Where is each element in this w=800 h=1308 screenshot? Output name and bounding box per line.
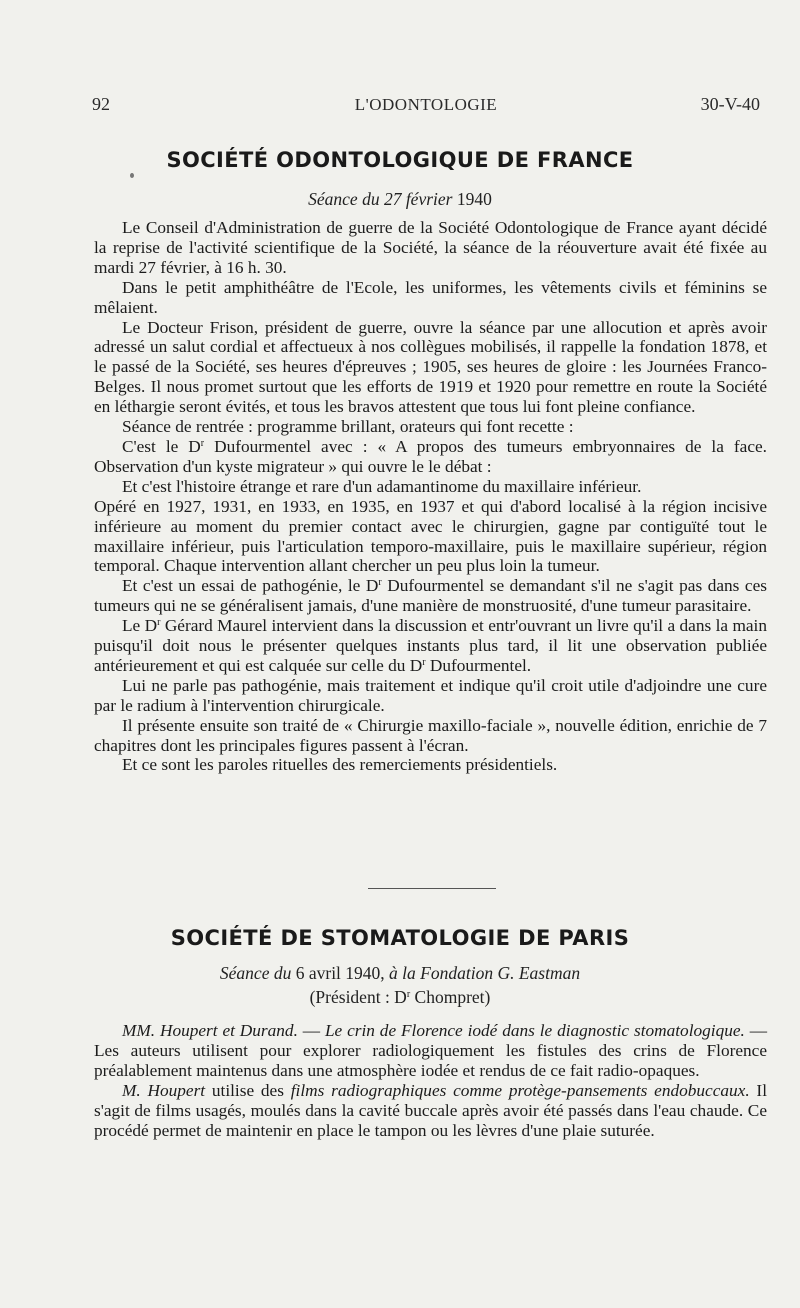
paragraph: Dans le petit amphithéâtre de l'Ecole, les uniformes, les vêtements civils et féminins se mêlaient.: [94, 277, 767, 317]
paragraph: Opéré en 1927, 1931, en 1933, en 1935, en 1937 et qui d'abord localisé à la région incisive inférieure au moment du premier contact avec le chirurgien, gagne par contiguïté tout le maxillaire inférieur, puis l'articulation temporo-maxillaire, puis le maxillaire supérieur, région temporal. Chaque intervention allant chercher un peu plus loin la tumeur.: [94, 496, 767, 576]
journal-title: L'ODONTOLOGIE: [354, 95, 498, 114]
text-run: Le D: [122, 616, 158, 636]
paragraph: Et ce sont les paroles rituelles des remerciements présidentiels.: [122, 755, 558, 775]
text-run: Dufourmentel.: [425, 655, 532, 675]
paragraph: Séance de rentrée : programme brillant, orateurs qui font recette :: [122, 417, 574, 437]
text-run: Et c'est un essai de pathogénie, le D: [122, 576, 379, 596]
paragraph: Et c'est l'histoire étrange et rare d'un adamantinome du maxillaire inférieur.: [122, 476, 642, 496]
print-speck: [130, 173, 134, 178]
paragraph: Lui ne parle pas pathogénie, mais traitement et indique qu'il croit utile d'adjoindre une cure par le radium à l'intervention chirurgicale.: [94, 675, 767, 715]
text-run: Dufourmentel avec : « A propos des tumeurs embryonnaires de la face. Observation d'un kyste migrateur » qui ouvre le le débat :: [94, 436, 767, 476]
section1-body: [94, 218, 767, 775]
paragraph: [94, 437, 767, 477]
communication-item: [94, 1081, 767, 1141]
section1-title: SOCIÉTÉ ODONTOLOGIQUE DE FRANCE: [166, 148, 634, 172]
superscript: r: [157, 617, 161, 629]
paragraph: [94, 576, 767, 616]
section1-session-year: 1940: [456, 189, 492, 209]
communication-title: Le crin de Florence iodé dans le diagnostic stomatologique.: [324, 1021, 745, 1040]
section2-body: [94, 1021, 767, 1140]
text-run: Il s'agit de films usagés, moulés dans la cavité buccale après avoir été passés dans l'eau chaude. Ce procédé permet de maintenir en place le tampon ou les lèvres d'une plaie suturée.: [94, 1080, 767, 1140]
text-run: (Président : D: [309, 987, 407, 1007]
section2-session-venue: à la Fondation G. Eastman: [389, 963, 581, 983]
paragraph: Le Conseil d'Administration de guerre de la Société Odontologique de France ayant décidé la reprise de l'activité scientifique de la Société, la séance de la réouverture avait été fixée au mardi 27 février, à 16 h. 30.: [94, 218, 767, 277]
section1-session-label: Séance du 27 février: [308, 189, 453, 209]
superscript: r: [200, 437, 205, 449]
text-run: C'est le D: [122, 436, 201, 456]
paragraph: Il présente ensuite son traité de « Chirurgie maxillo-faciale », nouvelle édition, enrichie de 7 chapitres dont les principales figures passent à l'écran.: [94, 715, 767, 755]
paragraph: [94, 616, 767, 676]
superscript: r: [378, 577, 382, 589]
text-run: — Les auteurs utilisent pour explorer radiologiquement les fistules des crins de Florence préalablement maintenus dans une atmosphère iodée et rendus de ce fait radio-opaques.: [94, 1021, 768, 1080]
section-divider: [368, 888, 496, 889]
superscript: r: [422, 656, 426, 668]
page-number: 92: [92, 94, 110, 114]
text-run: utilise des: [205, 1080, 291, 1100]
authors: M. Houpert: [122, 1080, 206, 1100]
authors: MM. Houpert et Durand.: [122, 1021, 298, 1040]
communication-title: films radiographiques comme protège-pansements endobuccaux.: [290, 1080, 750, 1100]
section2-title: SOCIÉTÉ DE STOMATOLOGIE DE PARIS: [170, 926, 630, 950]
section2-session: [0, 963, 800, 984]
superscript: r: [406, 989, 411, 1000]
text-run: Dufourmentel se demandant s'il ne s'agit pas dans ces tumeurs qui ne se généralisent jamais, d'une manière de monstruosité, d'une tumeur parasitaire.: [94, 576, 767, 616]
communication-item: [94, 1021, 767, 1081]
section2-session-date: 6 avril 1940,: [295, 963, 385, 983]
text-run: Gérard Maurel intervient dans la discussion et entr'ouvrant un livre qu'il a dans la main puisqu'il doit nous le présenter quelques instants plus tard, il lit une observation publiée antérieurement et qui est calquée sur celle du D: [94, 616, 767, 675]
paragraph: Le Docteur Frison, président de guerre, ouvre la séance par une allocution et après avoir adressé un salut cordial et affectueux à nos collègues mobilisés, il rappelle la fondation 1878, et le passé de la Société, ses heures d'épreuves ; 1905, ses heures de gloire : les Journées Franco-Belges. Il nous promet surtout que les efforts de 1919 et 1920 pour remettre en route la Société en léthargie seront évités, et tous les bravos attestent que tous lui font pleine confiance.: [94, 317, 767, 417]
section1-session: [0, 189, 800, 210]
running-header: [92, 94, 760, 120]
issue-date: 30-V-40: [700, 94, 760, 114]
section2-session-label: Séance du: [219, 963, 292, 983]
section2-president: [0, 987, 800, 1008]
text-run: Chompret): [410, 987, 491, 1007]
text-run: —: [297, 1021, 325, 1040]
